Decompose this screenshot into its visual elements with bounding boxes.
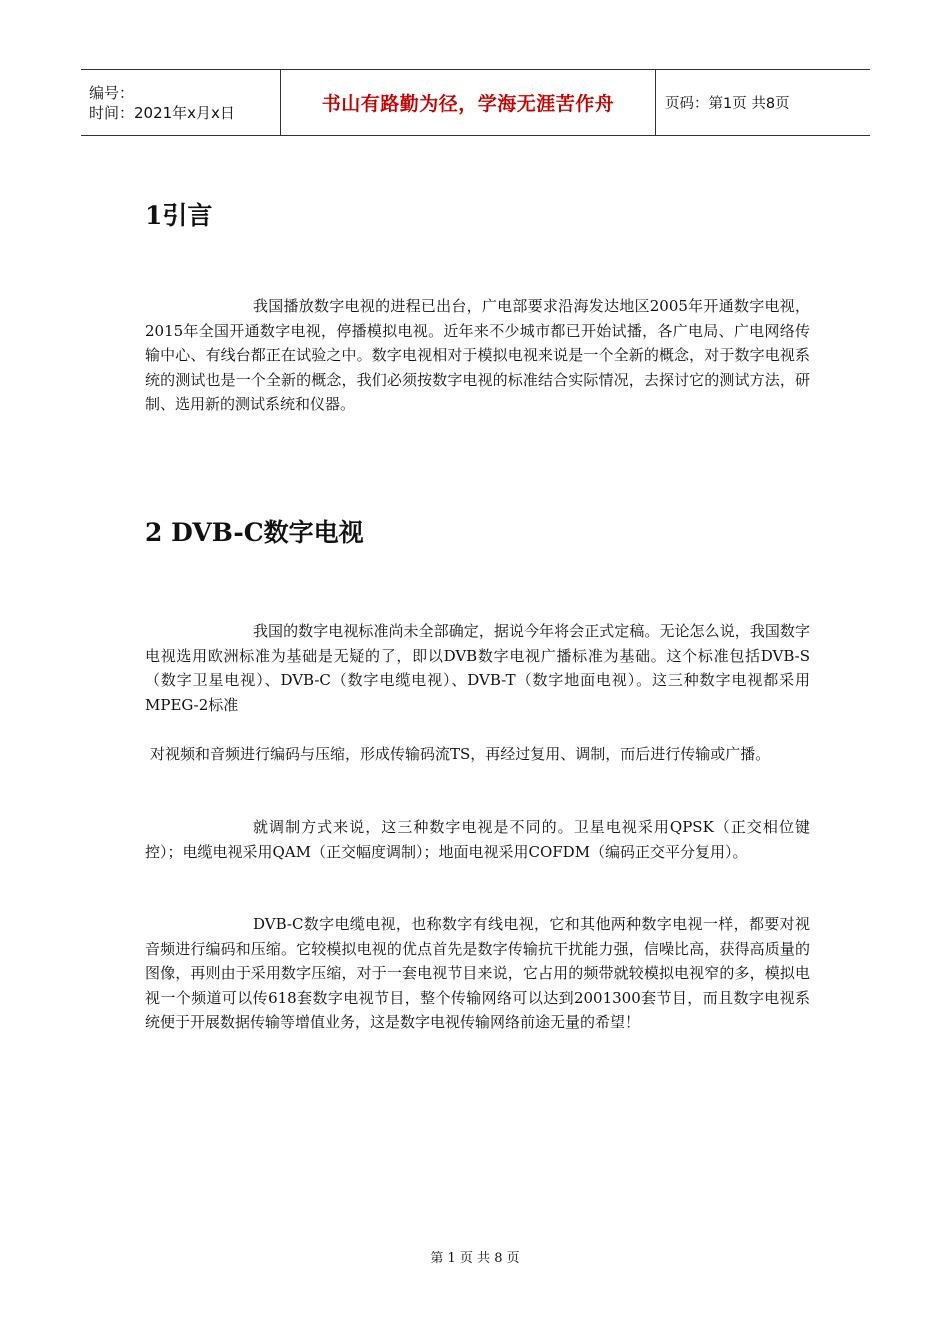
- paragraph: DVB-C数字电缆电视，也称数字有线电视，它和其他两种数字电视一样，都要对视音频进行编码和压缩。它较模拟电视的优点首先是数字传输抗干扰能力强，信噪比高，获得高质量的图像，再则由于采用数字压缩，对于一套电视节目来说，它占用的频带就较模拟电视窄的多，模拟电视一个频道可以传618套数字电视节目，整个传输网络可以达到2001300套节目，而且数字电视系统便于开展数据传输等增值业务，这是数字电视传输网络前途无量的希望！: [145, 915, 810, 1031]
- document-date: 时间：2021年x月x日: [89, 103, 235, 122]
- header-motto-cell: [281, 70, 656, 135]
- header-page-cell: [656, 70, 870, 135]
- section-introduction: [145, 196, 810, 232]
- section-heading: 1引言: [145, 201, 213, 230]
- section-heading: 2 DVB-C数字电视: [145, 518, 364, 547]
- document-number: 编号：: [89, 83, 135, 102]
- header-page-info: 页码：第1页 共8页: [665, 96, 790, 112]
- section-dvb-c-p4: [145, 912, 810, 1035]
- paragraph: 就调制方式来说，这三种数字电视是不同的。卫星电视采用QPSK（正交相位键控）；电缆电视采用QAM（正交幅度调制）；地面电视采用COFDM（编码正交平分复用）。: [145, 818, 810, 861]
- paragraph: 我国的数字电视标准尚未全部确定，据说今年将会正式定稿。无论怎么说，我国数字电视选用欧洲标准为基础是无疑的了，即以DVB数字电视广播标准为基础。这个标准包括DVB-S（数字卫星电视）、DVB-C（数字电缆电视）、DVB-T（数字地面电视）。这三种数字电视都采用MPEG-2标准: [145, 622, 810, 714]
- page-header: [81, 69, 870, 136]
- paragraph: 我国播放数字电视的进程已出台，广电部要求沿海发达地区2005年开通数字电视，2015年全国开通数字电视，停播模拟电视。近年来不少城市都已开始试播，各广电局、广电网络传输中心、有线台都正在试验之中。数字电视相对于模拟电视来说是一个全新的概念，对于数字电视系统的测试也是一个全新的概念，我们必须按数字电视的标准结合实际情况，去探讨它的测试方法，研制、选用新的测试系统和仪器。: [145, 297, 810, 413]
- section-introduction-body: [145, 294, 810, 417]
- section-dvb-c-p3: [145, 815, 810, 864]
- header-meta: [81, 70, 281, 135]
- section-dvb-c: [145, 513, 810, 549]
- paragraph: 对视频和音频进行编码与压缩，形成传输码流TS，再经过复用、调制，而后进行传输或广播。: [150, 745, 771, 763]
- page-footer: 第 1 页 共 8 页: [430, 1251, 520, 1266]
- section-dvb-c-p1: [145, 619, 810, 717]
- header-motto: 书山有路勤为径，学海无涯苦作舟: [321, 93, 615, 115]
- section-dvb-c-p2: [145, 742, 810, 767]
